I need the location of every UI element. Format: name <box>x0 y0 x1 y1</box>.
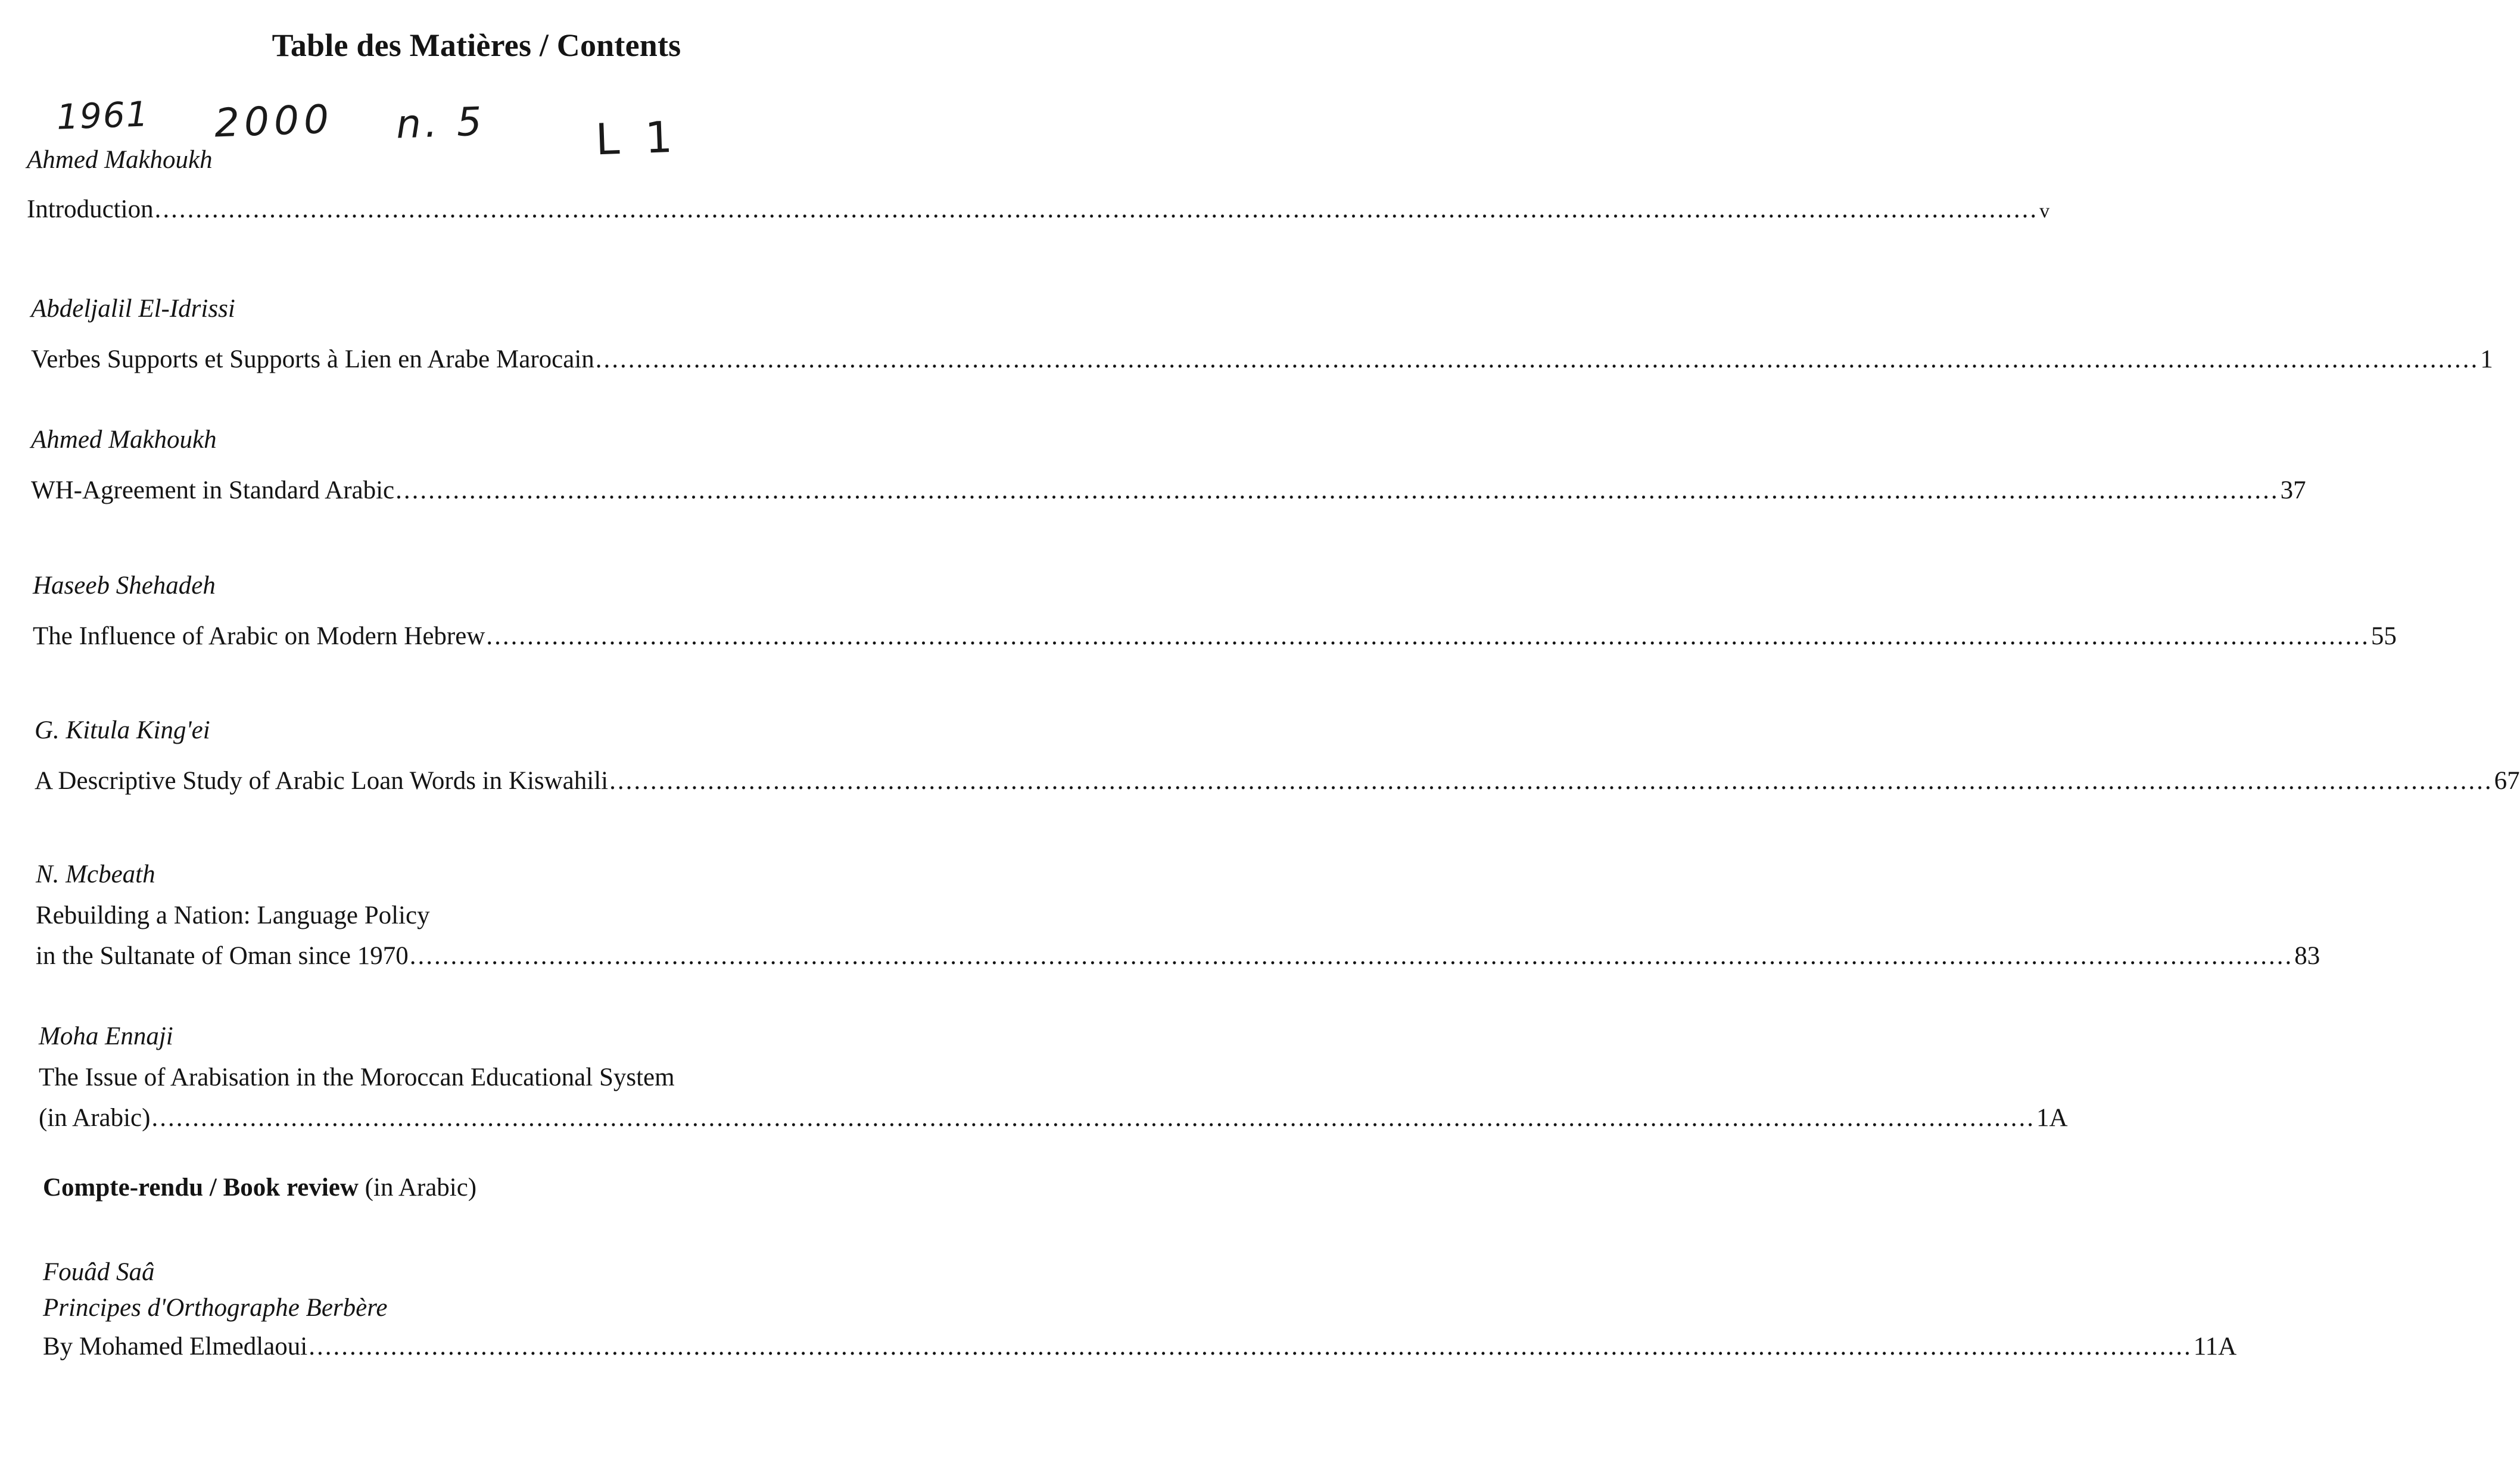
entry-page-number: 55 <box>2371 622 2397 650</box>
review-book-title: Principes d'Orthographe Berbère <box>43 1294 388 1322</box>
review-page-number: 11A <box>2193 1333 2237 1361</box>
entry-title: The Influence of Arabic on Modern Hebrew <box>33 622 485 650</box>
entry-author: Ahmed Makhoukh <box>27 146 213 174</box>
handwritten-shelf-mark: L 1 <box>594 111 680 165</box>
entry-author: G. Kitula King'ei <box>35 716 210 744</box>
toc-entry <box>31 292 2493 380</box>
review-title-line <box>43 1327 2237 1367</box>
dot-leader: ...................................................................................................................................................................................................................................... <box>154 195 2039 223</box>
entry-title: Verbes Supports et Supports à Lien en Arabe Marocain <box>31 345 594 373</box>
entry-author: Moha Ennaji <box>39 1022 173 1050</box>
dot-leader: ...................................................................................................................................................................................................................................... <box>409 942 2294 970</box>
book-review-heading-note: (in Arabic) <box>365 1174 477 1202</box>
entry-title-line <box>33 616 2397 657</box>
entry-page-number: 83 <box>2294 942 2320 970</box>
review-book-author: By Mohamed Elmedlaoui <box>43 1333 308 1361</box>
entry-title: WH-Agreement in Standard Arabic <box>31 476 395 504</box>
entry-title-line <box>35 761 2520 801</box>
handwritten-issue-number: n. 5 <box>395 98 487 148</box>
review-author: Fouâd Saâ <box>43 1258 155 1286</box>
page-title: Table des Matières / Contents <box>272 27 681 63</box>
entry-title: Introduction <box>27 195 154 223</box>
dot-leader: ...................................................................................................................................................................................................................................... <box>395 476 2279 504</box>
entry-author: Ahmed Makhoukh <box>31 426 217 454</box>
handwritten-year-start: 1961 <box>55 93 150 138</box>
toc-entry <box>27 143 2050 232</box>
toc-entry <box>35 713 2520 801</box>
entry-page-number: 37 <box>2280 476 2306 504</box>
dot-leader: ...................................................................................................................................................................................................................................... <box>609 767 2493 795</box>
book-review-heading-bold: Compte-rendu / Book review <box>43 1174 359 1202</box>
entry-author: N. Mcbeath <box>36 860 155 888</box>
entry-author: Haseeb Shehadeh <box>33 572 216 600</box>
entry-title: Rebuilding a Nation: Language Policy <box>36 901 430 929</box>
dot-leader: ...................................................................................................................................................................................................................................... <box>486 622 2370 650</box>
toc-entry <box>39 1019 2068 1138</box>
entry-author: Abdeljalil El-Idrissi <box>31 295 235 323</box>
review-entry <box>43 1255 2237 1367</box>
toc-entry <box>31 423 2306 511</box>
dot-leader: ...................................................................................................................................................................................................................................... <box>309 1333 2192 1361</box>
entry-title-continued: in the Sultanate of Oman since 1970 <box>36 942 409 970</box>
entry-title-line <box>39 1098 2068 1138</box>
entry-page-number: v <box>2039 200 2050 222</box>
entry-title: The Issue of Arabisation in the Moroccan Educational System <box>39 1063 675 1091</box>
toc-entry <box>33 569 2397 657</box>
entry-title-continued: (in Arabic) <box>39 1104 151 1132</box>
toc-entry <box>36 857 2320 976</box>
entry-title-line <box>31 339 2493 380</box>
entry-title-line <box>27 189 2050 232</box>
handwritten-year-end: 2000 <box>213 96 335 146</box>
entry-title-line <box>31 470 2306 511</box>
entry-title-line <box>36 936 2320 976</box>
entry-page-number: 67 <box>2494 767 2520 795</box>
dot-leader: ...................................................................................................................................................................................................................................... <box>151 1104 2035 1132</box>
dot-leader: ...................................................................................................................................................................................................................................... <box>595 345 2479 373</box>
entry-title: A Descriptive Study of Arabic Loan Words in Kiswahili <box>35 767 609 795</box>
entry-page-number: 1 <box>2480 345 2493 373</box>
entry-page-number: 1A <box>2036 1104 2068 1132</box>
book-review-heading <box>43 1173 476 1202</box>
